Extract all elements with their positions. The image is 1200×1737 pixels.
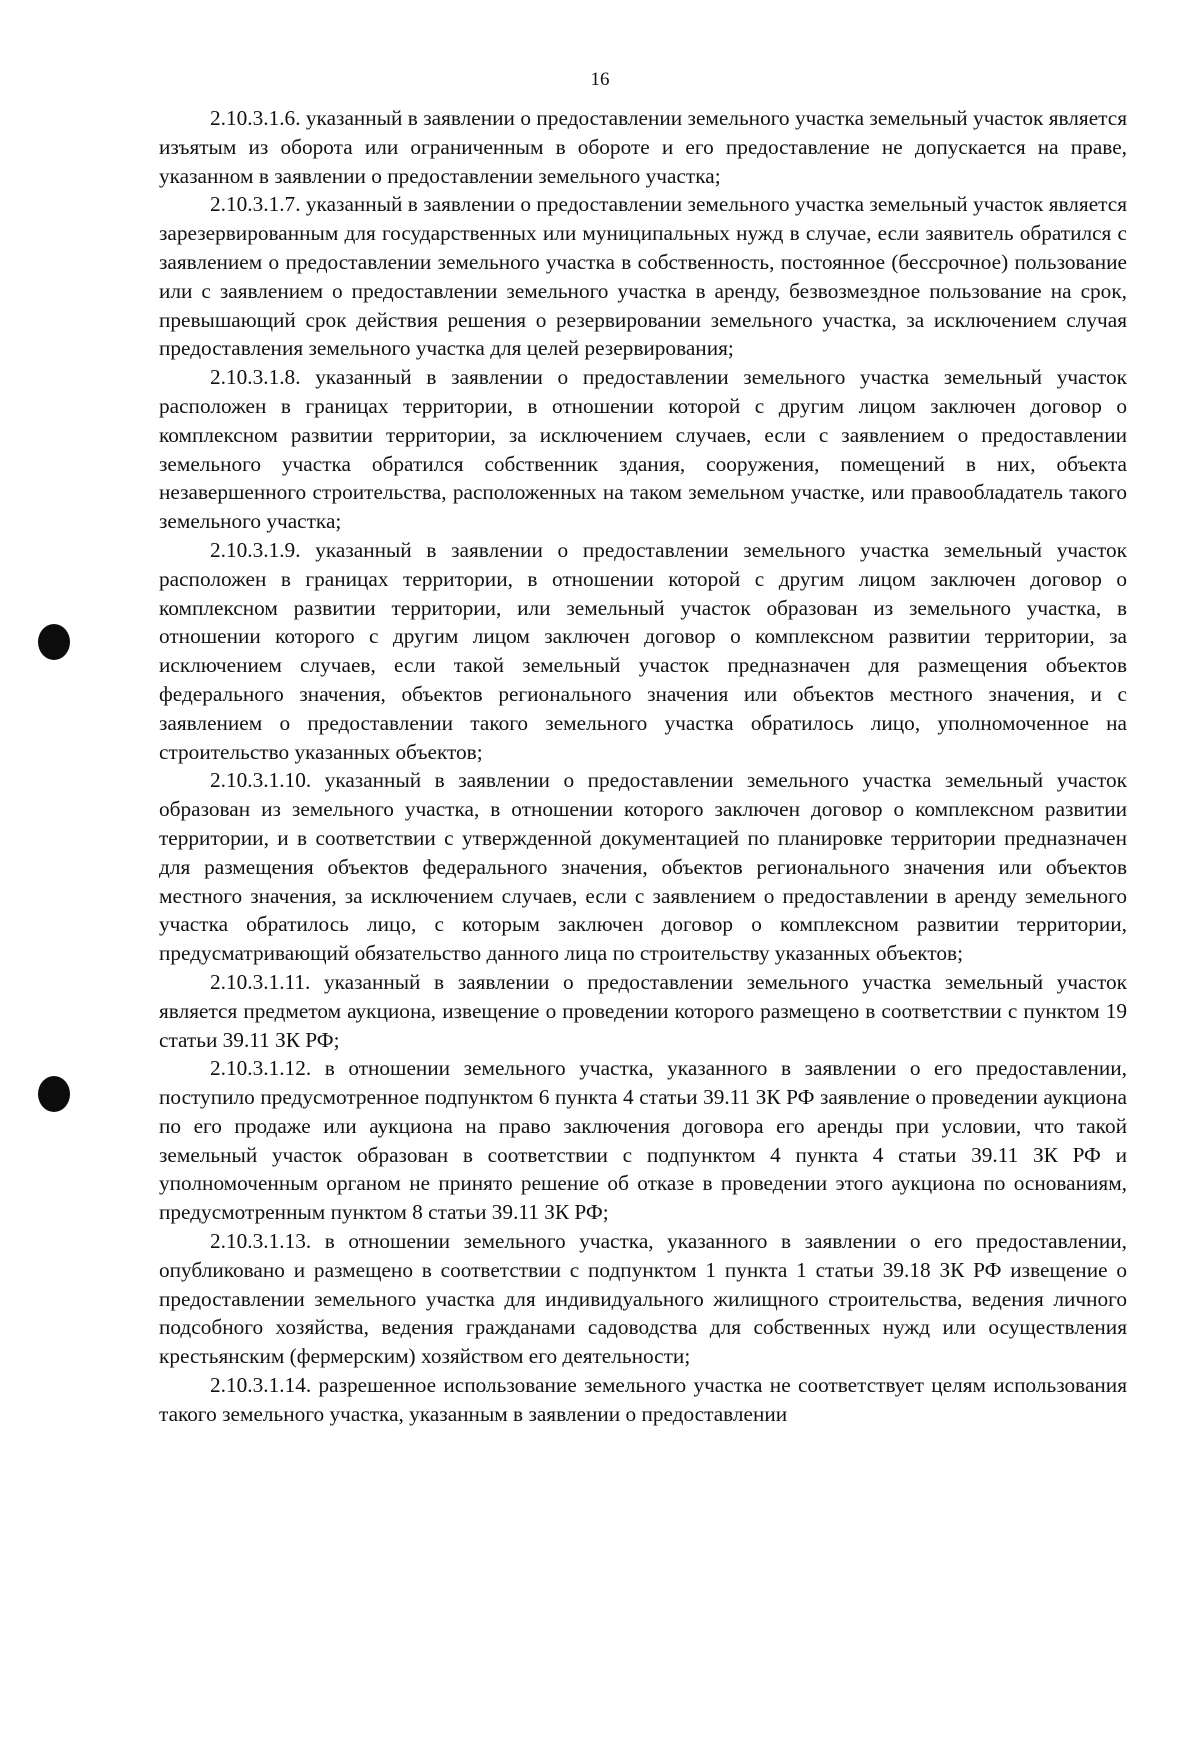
- clause-2-10-3-1-13: 2.10.3.1.13. в отношении земельного участка, указанного в заявлении о его предоставлении, опубликовано и размещено в соответствии с подпунктом 1 пункта 1 статьи 39.18 ЗК РФ извещение о предоставлении земельного участка для индивидуального жилищного строительства, ведения личного подсобного хозяйства, ведения гражданами садоводства для собственных нужд или осуществления крестьянским (фермерским) хозяйством его деятельности;: [159, 1229, 1127, 1369]
- punch-hole: [38, 1076, 70, 1112]
- clause-2-10-3-1-8: 2.10.3.1.8. указанный в заявлении о предоставлении земельного участка земельный участок расположен в границах территории, в отношении которой с другим лицом заключен договор о комплексном развитии территории, за исключением случаев, если с заявлением о предоставлении земельного участка обратился собственник здания, сооружения, помещений в них, объекта незавершенного строительства, расположенных на таком земельном участке, или правообладатель такого земельного участка;: [159, 365, 1127, 534]
- punch-hole: [38, 624, 70, 660]
- clause-2-10-3-1-10: 2.10.3.1.10. указанный в заявлении о предоставлении земельного участка земельный участок образован из земельного участка, в отношении которого заключен договор о комплексном развитии территории, и в соответствии с утвержденной документацией по планировке территории предназначен для размещения объектов федерального значения, объектов регионального значения или объектов местного значения, за исключением случаев, если с заявлением о предоставлении в аренду земельного участка обратилось лицо, с которым заключен договор о комплексном развитии территории, предусматривающий обязательство данного лица по строительству указанных объектов;: [159, 768, 1127, 966]
- clause-2-10-3-1-7: 2.10.3.1.7. указанный в заявлении о предоставлении земельного участка земельный участок является зарезервированным для государственных или муниципальных нужд в случае, если заявитель обратился с заявлением о предоставлении земельного участка в собственность, постоянное (бессрочное) пользование или с заявлением о предоставлении земельного участка в аренду, безвозмездное пользование на срок, превышающий срок действия решения о резервировании земельного участка, за исключением случая предоставления земельного участка для целей резервирования;: [159, 192, 1127, 361]
- clause-2-10-3-1-12: 2.10.3.1.12. в отношении земельного участка, указанного в заявлении о его предоставлении, поступило предусмотренное подпунктом 6 пункта 4 статьи 39.11 ЗК РФ заявление о проведении аукциона по его продаже или аукциона на право заключения договора его аренды при условии, что такой земельный участок образован в соответствии с подпунктом 4 пункта 4 статьи 39.11 ЗК РФ и уполномоченным органом не принято решение об отказе в проведении этого аукциона по основаниям, предусмотренным пунктом 8 статьи 39.11 ЗК РФ;: [159, 1056, 1127, 1225]
- page-number: 16: [590, 69, 610, 90]
- clause-2-10-3-1-11: 2.10.3.1.11. указанный в заявлении о предоставлении земельного участка земельный участок является предметом аукциона, извещение о проведении которого размещено в соответствии с пунктом 19 статьи 39.11 ЗК РФ;: [159, 969, 1127, 1052]
- clause-2-10-3-1-14: 2.10.3.1.14. разрешенное использование земельного участка не соответствует целям использования такого земельного участка, указанным в заявлении о предоставлении: [159, 1373, 1127, 1426]
- document-body: [159, 104, 1127, 1429]
- clause-2-10-3-1-9: 2.10.3.1.9. указанный в заявлении о предоставлении земельного участка земельный участок расположен в границах территории, в отношении которой с другим лицом заключен договор о комплексном развитии территории, или земельный участок образован из земельного участка, в отношении которого с другим лицом заключен договор о комплексном развитии территории, за исключением случаев, если такой земельный участок предназначен для размещения объектов федерального значения, объектов регионального значения или объектов местного значения, и с заявлением о предоставлении такого земельного участка обратилось лицо, уполномоченное на строительство указанных объектов;: [159, 537, 1127, 764]
- clause-2-10-3-1-6: 2.10.3.1.6. указанный в заявлении о предоставлении земельного участка земельный участок является изъятым из оборота или ограниченным в обороте и его предоставление не допускается на праве, указанном в заявлении о предоставлении земельного участка;: [159, 106, 1127, 188]
